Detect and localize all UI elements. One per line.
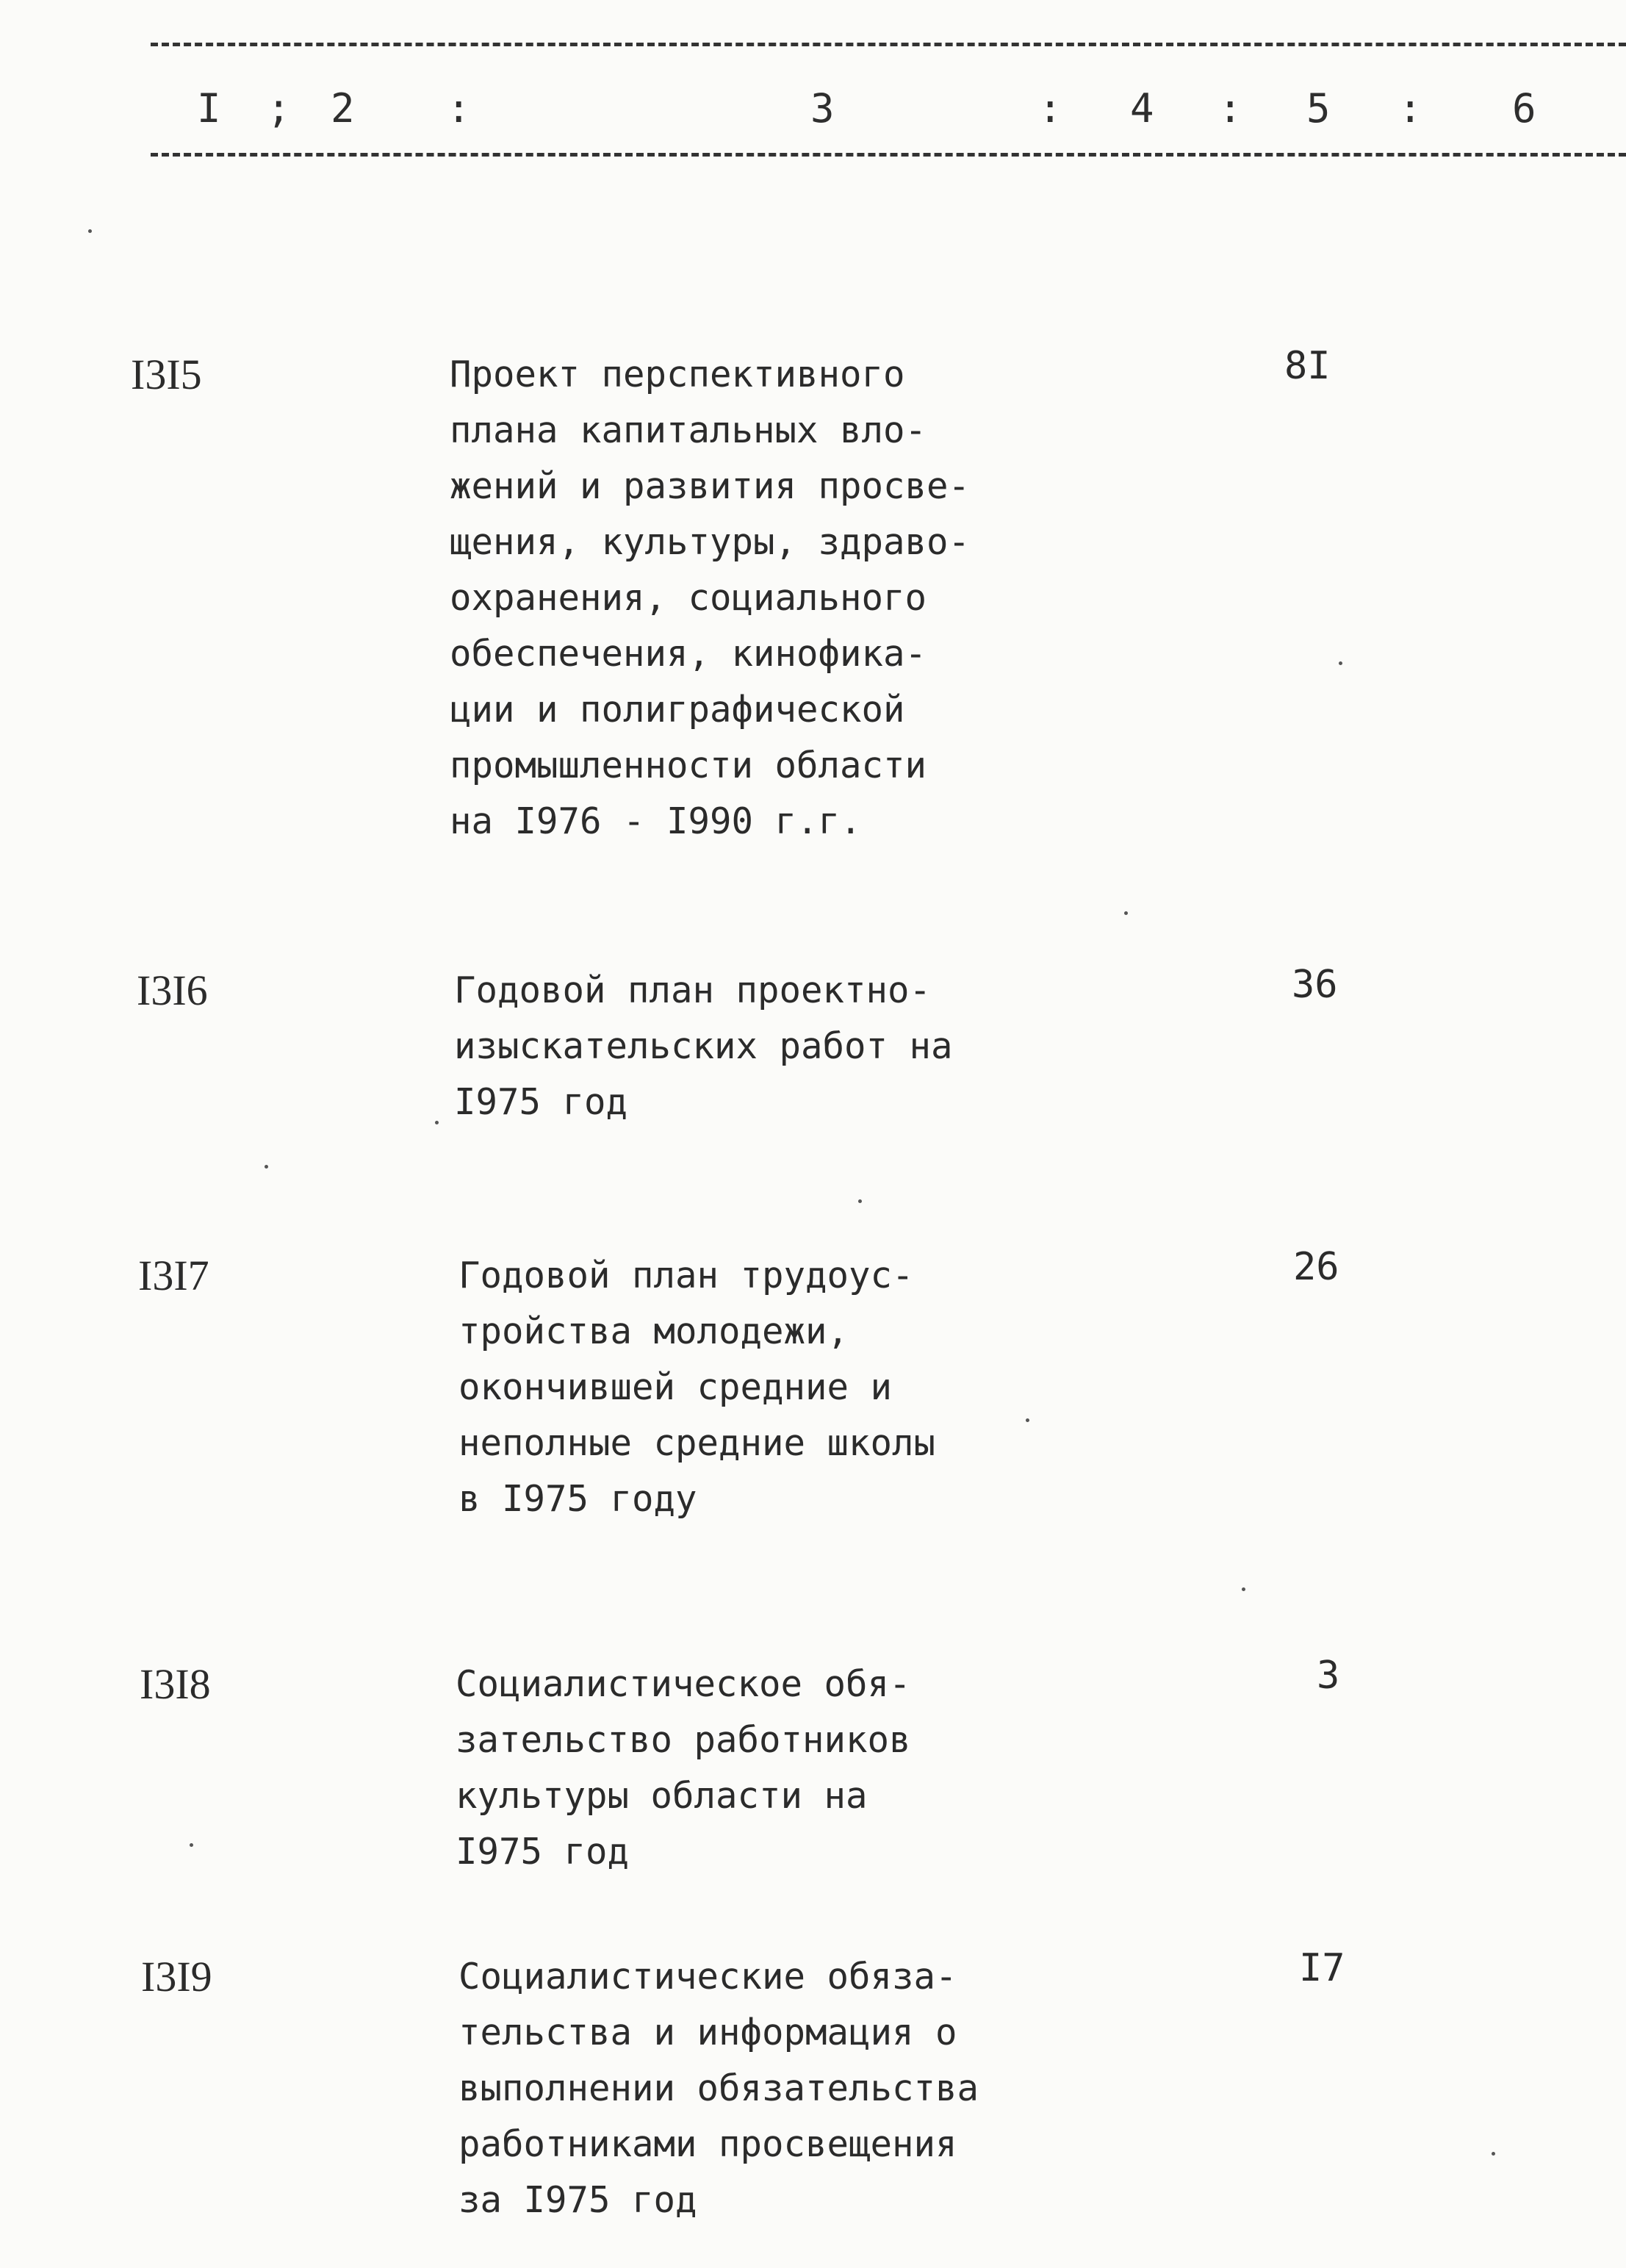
entry-title-line: в I975 году bbox=[458, 1478, 697, 1520]
entry-title-line: за I975 год bbox=[458, 2179, 697, 2221]
scan-speck bbox=[1242, 1587, 1245, 1591]
entry-title-line: окончившей средние и bbox=[458, 1366, 893, 1408]
entry-title-line: Годовой план проектно- bbox=[454, 969, 932, 1011]
scan-speck bbox=[1124, 911, 1128, 915]
entry-title-line: выполнении обязательства bbox=[458, 2067, 979, 2109]
scan-speck bbox=[858, 1199, 862, 1203]
entry-title-line: культуры области на bbox=[456, 1775, 868, 1817]
column-separator: : bbox=[1038, 85, 1062, 132]
entry-title-line: обеспечения, кинофика- bbox=[450, 633, 927, 675]
entry-title bbox=[458, 1949, 979, 2228]
column-header-5: 5 bbox=[1306, 85, 1331, 132]
entry-title-line: изыскательских работ на bbox=[454, 1025, 953, 1067]
entry-title-line: тельства и информация о bbox=[458, 2012, 957, 2053]
header-bottom-rule bbox=[151, 153, 1626, 157]
entry-title bbox=[456, 1657, 911, 1880]
column-header-2: 2 bbox=[331, 85, 355, 132]
scan-speck bbox=[265, 1165, 268, 1169]
entry-number: I3I6 bbox=[137, 966, 208, 1014]
entry-title-line: зательство работников bbox=[456, 1719, 911, 1761]
header-top-rule bbox=[151, 43, 1626, 46]
column-separator: : bbox=[1398, 85, 1422, 132]
entry-title-line: промышленности области bbox=[450, 744, 927, 786]
column-header-6: 6 bbox=[1512, 85, 1536, 132]
column-separator: ; bbox=[267, 85, 291, 132]
entry-title-line: I975 год bbox=[454, 1081, 628, 1123]
entry-number: I3I5 bbox=[131, 351, 202, 398]
scan-speck bbox=[435, 1121, 439, 1124]
column-header-1: I bbox=[197, 85, 221, 132]
entry-number: I3I7 bbox=[138, 1252, 209, 1299]
entry-title-line: ции и полиграфической bbox=[450, 689, 905, 731]
entry-title bbox=[458, 1248, 935, 1527]
entry-title-line: работниками просвещения bbox=[458, 2123, 957, 2165]
entry-title bbox=[454, 963, 953, 1130]
entry-title-line: щения, культуры, здраво- bbox=[450, 521, 971, 563]
entry-title-line: Проект перспективного bbox=[450, 354, 905, 395]
entry-number: I3I8 bbox=[140, 1660, 211, 1708]
entry-number: I3I9 bbox=[141, 1953, 212, 2000]
scan-speck bbox=[1339, 661, 1342, 665]
entry-sheet-count: 3 bbox=[1317, 1654, 1340, 1698]
entry-title-line: охранения, социального bbox=[450, 577, 927, 619]
scan-speck bbox=[88, 229, 92, 233]
entry-title-line: Годовой план трудоус- bbox=[458, 1255, 914, 1296]
entry-title-line: Социалистические обяза- bbox=[458, 1956, 957, 1998]
column-header-4: 4 bbox=[1130, 85, 1154, 132]
entry-title-line: неполные средние школы bbox=[458, 1422, 936, 1464]
scan-speck bbox=[1492, 2152, 1495, 2156]
entry-title-line: плана капитальных вло- bbox=[450, 409, 927, 451]
entry-title-line: жений и развития просве- bbox=[450, 465, 971, 507]
entry-title-line: тройства молодежи, bbox=[458, 1310, 849, 1352]
column-separator: : bbox=[447, 85, 471, 132]
entry-title-line: на I976 - I990 г.г. bbox=[450, 800, 862, 842]
column-header-3: 3 bbox=[810, 85, 835, 132]
entry-sheet-count: I7 bbox=[1299, 1946, 1345, 1990]
entry-title-line: Социалистическое обя- bbox=[456, 1663, 911, 1705]
entry-title bbox=[450, 347, 970, 850]
entry-sheet-count: 36 bbox=[1292, 963, 1338, 1007]
scan-speck bbox=[1026, 1418, 1029, 1422]
scan-speck bbox=[190, 1843, 193, 1847]
entry-title-line: I975 год bbox=[456, 1831, 630, 1873]
column-separator: : bbox=[1218, 85, 1242, 132]
entry-sheet-count: 8I bbox=[1284, 344, 1331, 388]
entry-sheet-count: 26 bbox=[1293, 1245, 1339, 1289]
